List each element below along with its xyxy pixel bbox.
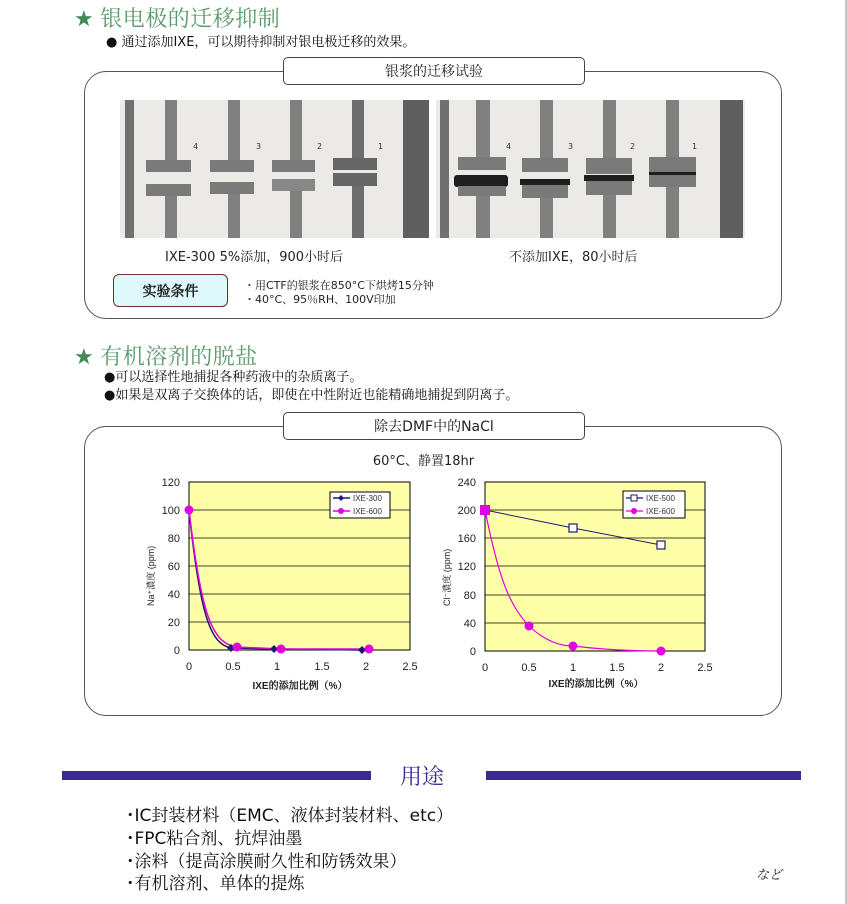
electrode-number: 4 bbox=[506, 142, 512, 151]
photo-left-caption: IXE-300 5%添加，900小时后 bbox=[165, 250, 344, 265]
chart-na-xlabel: IXE的添加比例（%） bbox=[252, 681, 348, 692]
migration-panel-title: 银浆的迁移试验 bbox=[283, 57, 585, 85]
svg-text:1: 1 bbox=[273, 661, 281, 673]
migration-bullet: ● 通过添加IXE，可以期待抑制对银电极迁移的效果。 bbox=[106, 35, 416, 50]
section-title-migration bbox=[74, 2, 280, 33]
svg-text:2.5: 2.5 bbox=[402, 661, 418, 673]
chart-na-ylabel: Na⁺濃度 (ppm) bbox=[146, 545, 156, 606]
svg-text:200: 200 bbox=[457, 505, 476, 517]
svg-text:240: 240 bbox=[457, 477, 476, 489]
usage-item: ･有机溶剂、单体的提炼 bbox=[126, 874, 305, 894]
desalination-panel-title: 除去DMF中的NaCl bbox=[283, 412, 585, 440]
legend-ixe-300: IXE-300 bbox=[353, 494, 382, 503]
desalination-bullet: ●如果是双离子交换体的话，即使在中性附近也能精确地捕捉到阴离子。 bbox=[104, 388, 519, 403]
legend-ixe-600: IXE-600 bbox=[353, 507, 382, 516]
electrode-number: 2 bbox=[317, 142, 323, 151]
svg-text:40: 40 bbox=[167, 589, 180, 601]
chart-na bbox=[140, 474, 430, 694]
svg-text:0: 0 bbox=[469, 646, 476, 658]
chart-cl-ylabel: Cl⁻濃度 (ppm) bbox=[442, 548, 452, 606]
legend-ixe-500: IXE-500 bbox=[646, 494, 675, 503]
svg-text:20: 20 bbox=[167, 617, 180, 629]
usage-divider-right bbox=[486, 771, 801, 780]
electrode-number: 1 bbox=[692, 142, 698, 151]
svg-text:40: 40 bbox=[463, 618, 476, 630]
electrode-number: 3 bbox=[256, 142, 262, 151]
electrode-number: 4 bbox=[193, 142, 199, 151]
svg-text:0.5: 0.5 bbox=[521, 662, 537, 674]
svg-text:0: 0 bbox=[185, 661, 193, 673]
svg-text:0: 0 bbox=[173, 645, 180, 657]
electrode-number: 1 bbox=[378, 142, 384, 151]
usage-title: 用途 bbox=[400, 765, 445, 790]
svg-text:120: 120 bbox=[161, 477, 180, 489]
svg-text:100: 100 bbox=[161, 505, 180, 517]
svg-text:1: 1 bbox=[569, 662, 577, 674]
chart-cl bbox=[436, 474, 726, 694]
svg-text:2.5: 2.5 bbox=[697, 662, 713, 674]
legend-ixe-600: IXE-600 bbox=[646, 507, 675, 516]
photo-right-caption: 不添加IXE，80小时后 bbox=[509, 250, 638, 265]
electrode-number: 2 bbox=[630, 142, 636, 151]
condition-line: ・40°C、95％RH、100V印加 bbox=[244, 293, 396, 306]
svg-text:2: 2 bbox=[657, 662, 665, 674]
section-title-text: 有机溶剂的脱盐 bbox=[100, 345, 258, 370]
svg-text:80: 80 bbox=[463, 590, 476, 602]
electrode-number: 3 bbox=[568, 142, 574, 151]
star-icon: ★ bbox=[74, 345, 95, 370]
section-title-text: 银电极的迁移抑制 bbox=[100, 7, 281, 32]
condition-line: ・用CTF的银浆在850°C下烘烤15分钟 bbox=[244, 279, 434, 292]
svg-text:160: 160 bbox=[457, 533, 476, 545]
usage-divider-left bbox=[62, 771, 371, 780]
usage-item: ･IC封装材料（EMC、液体封装材料、etc） bbox=[126, 806, 454, 826]
chart-subtitle: 60°C、静置18hr bbox=[372, 454, 475, 469]
svg-text:1.5: 1.5 bbox=[314, 661, 330, 673]
svg-text:120: 120 bbox=[457, 561, 476, 573]
usage-item: ･FPC粘合剂、抗焊油墨 bbox=[126, 829, 303, 849]
svg-text:60: 60 bbox=[167, 561, 180, 573]
svg-text:0: 0 bbox=[481, 662, 489, 674]
svg-text:0.5: 0.5 bbox=[225, 661, 241, 673]
star-icon: ★ bbox=[74, 7, 95, 32]
svg-text:80: 80 bbox=[167, 533, 180, 545]
photo-no-ixe bbox=[436, 100, 745, 238]
chart-cl-xlabel: IXE的添加比例（%） bbox=[548, 679, 644, 690]
svg-text:2: 2 bbox=[362, 661, 370, 673]
conditions-label: 实验条件 bbox=[113, 274, 228, 307]
usage-item: ･涂料（提高涂膜耐久性和防锈效果） bbox=[126, 852, 407, 872]
desalination-bullet: ●可以选择性地捕捉各种药液中的杂质离子。 bbox=[104, 370, 363, 385]
photo-ixe-added bbox=[120, 100, 429, 238]
usage-footnote: など bbox=[756, 868, 783, 883]
svg-text:1.5: 1.5 bbox=[609, 662, 625, 674]
